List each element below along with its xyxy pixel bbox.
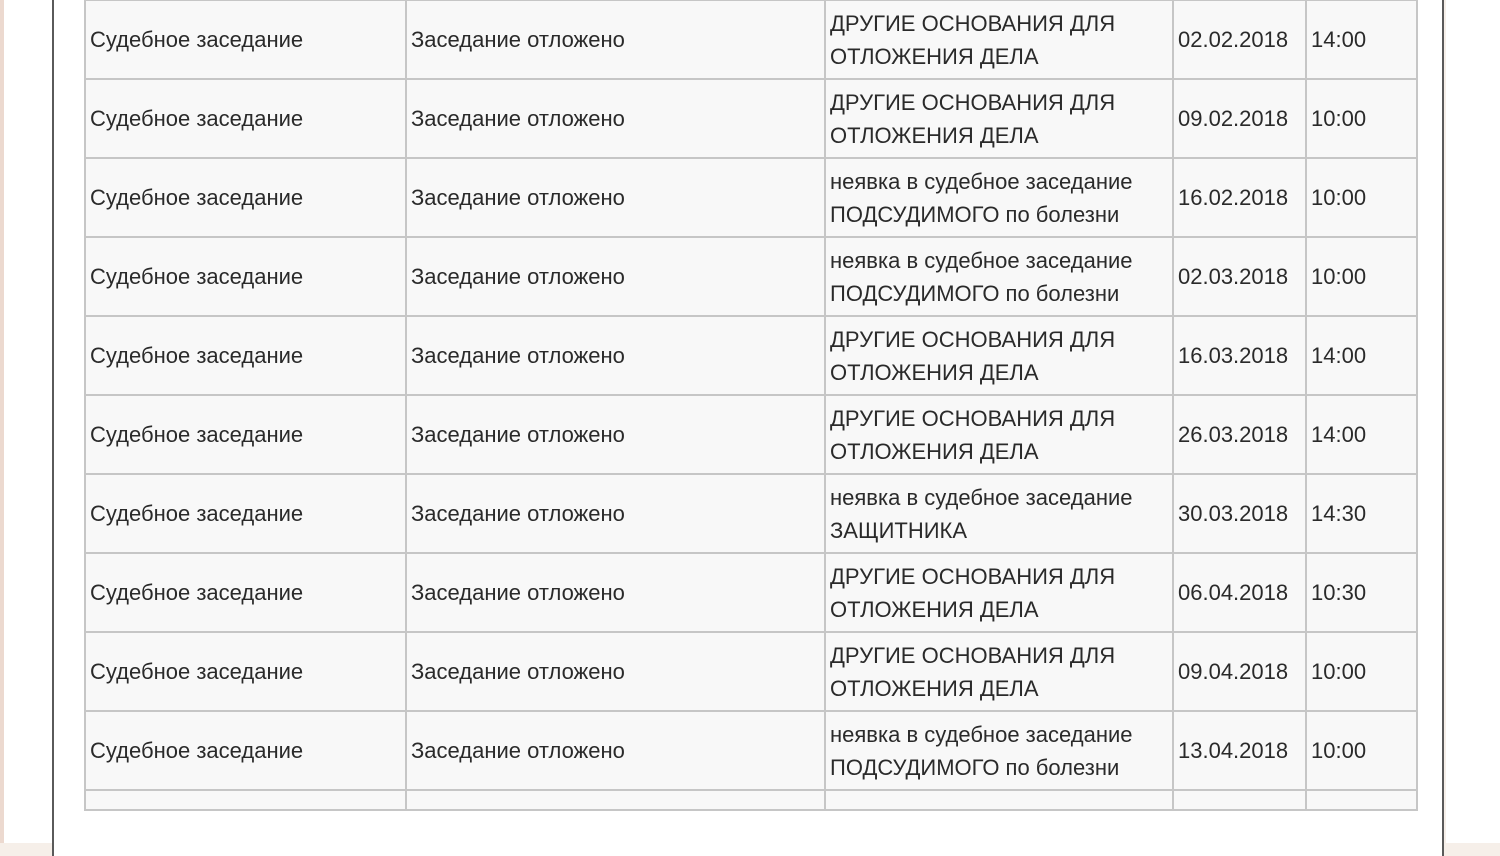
event-cell: Судебное заседание: [85, 237, 406, 316]
table-row: [85, 711, 1417, 790]
reason-cell: ДРУГИЕ ОСНОВАНИЯ ДЛЯ ОТЛОЖЕНИЯ ДЕЛА: [825, 632, 1173, 711]
date-cell: [1173, 790, 1306, 810]
date-cell: 02.02.2018: [1173, 0, 1306, 79]
reason-cell: ДРУГИЕ ОСНОВАНИЯ ДЛЯ ОТЛОЖЕНИЯ ДЕЛА: [825, 0, 1173, 79]
time-cell: 14:00: [1306, 0, 1417, 79]
result-cell: Заседание отложено: [406, 79, 825, 158]
result-cell: Заседание отложено: [406, 237, 825, 316]
event-cell: Судебное заседание: [85, 474, 406, 553]
time-cell: 10:00: [1306, 632, 1417, 711]
date-cell: 02.03.2018: [1173, 237, 1306, 316]
table-row: [85, 237, 1417, 316]
event-cell: Судебное заседание: [85, 158, 406, 237]
result-cell: Заседание отложено: [406, 158, 825, 237]
reason-cell: ДРУГИЕ ОСНОВАНИЯ ДЛЯ ОТЛОЖЕНИЯ ДЕЛА: [825, 553, 1173, 632]
time-cell: 10:00: [1306, 711, 1417, 790]
reason-cell: ДРУГИЕ ОСНОВАНИЯ ДЛЯ ОТЛОЖЕНИЯ ДЕЛА: [825, 395, 1173, 474]
date-cell: 09.04.2018: [1173, 632, 1306, 711]
time-cell: 10:00: [1306, 158, 1417, 237]
event-cell: Судебное заседание: [85, 395, 406, 474]
date-cell: 30.03.2018: [1173, 474, 1306, 553]
result-cell: Заседание отложено: [406, 0, 825, 79]
reason-cell: неявка в судебное заседание ПОДСУДИМОГО по болезни: [825, 158, 1173, 237]
table-row: [85, 553, 1417, 632]
time-cell: 14:00: [1306, 316, 1417, 395]
result-cell: [406, 790, 825, 810]
time-cell: 10:30: [1306, 553, 1417, 632]
date-cell: 26.03.2018: [1173, 395, 1306, 474]
reason-cell: неявка в судебное заседание ПОДСУДИМОГО по болезни: [825, 237, 1173, 316]
table-row: [85, 395, 1417, 474]
table-row: [85, 632, 1417, 711]
reason-cell: [825, 790, 1173, 810]
event-cell: Судебное заседание: [85, 553, 406, 632]
event-cell: [85, 790, 406, 810]
result-cell: Заседание отложено: [406, 395, 825, 474]
date-cell: 06.04.2018: [1173, 553, 1306, 632]
result-cell: Заседание отложено: [406, 316, 825, 395]
date-cell: 13.04.2018: [1173, 711, 1306, 790]
event-cell: Судебное заседание: [85, 632, 406, 711]
time-cell: 14:30: [1306, 474, 1417, 553]
table-row: [85, 316, 1417, 395]
date-cell: 16.03.2018: [1173, 316, 1306, 395]
result-cell: Заседание отложено: [406, 632, 825, 711]
time-cell: 10:00: [1306, 79, 1417, 158]
table-row: [85, 0, 1417, 79]
date-cell: 16.02.2018: [1173, 158, 1306, 237]
time-cell: 14:00: [1306, 395, 1417, 474]
table-row-partial: [85, 790, 1417, 810]
event-cell: Судебное заседание: [85, 711, 406, 790]
left-margin: [0, 0, 52, 843]
reason-cell: ДРУГИЕ ОСНОВАНИЯ ДЛЯ ОТЛОЖЕНИЯ ДЕЛА: [825, 316, 1173, 395]
table-row: [85, 158, 1417, 237]
event-cell: Судебное заседание: [85, 0, 406, 79]
result-cell: Заседание отложено: [406, 553, 825, 632]
left-edge-strip: [0, 0, 4, 843]
table-row: [85, 474, 1417, 553]
event-cell: Судебное заседание: [85, 316, 406, 395]
event-cell: Судебное заседание: [85, 79, 406, 158]
result-cell: Заседание отложено: [406, 711, 825, 790]
right-margin: [1446, 0, 1500, 843]
date-cell: 09.02.2018: [1173, 79, 1306, 158]
reason-cell: неявка в судебное заседание ЗАЩИТНИКА: [825, 474, 1173, 553]
time-cell: [1306, 790, 1417, 810]
table-row: [85, 79, 1417, 158]
reason-cell: ДРУГИЕ ОСНОВАНИЯ ДЛЯ ОТЛОЖЕНИЯ ДЕЛА: [825, 79, 1173, 158]
reason-cell: неявка в судебное заседание ПОДСУДИМОГО по болезни: [825, 711, 1173, 790]
result-cell: Заседание отложено: [406, 474, 825, 553]
time-cell: 10:00: [1306, 237, 1417, 316]
court-events-table: [84, 0, 1418, 811]
